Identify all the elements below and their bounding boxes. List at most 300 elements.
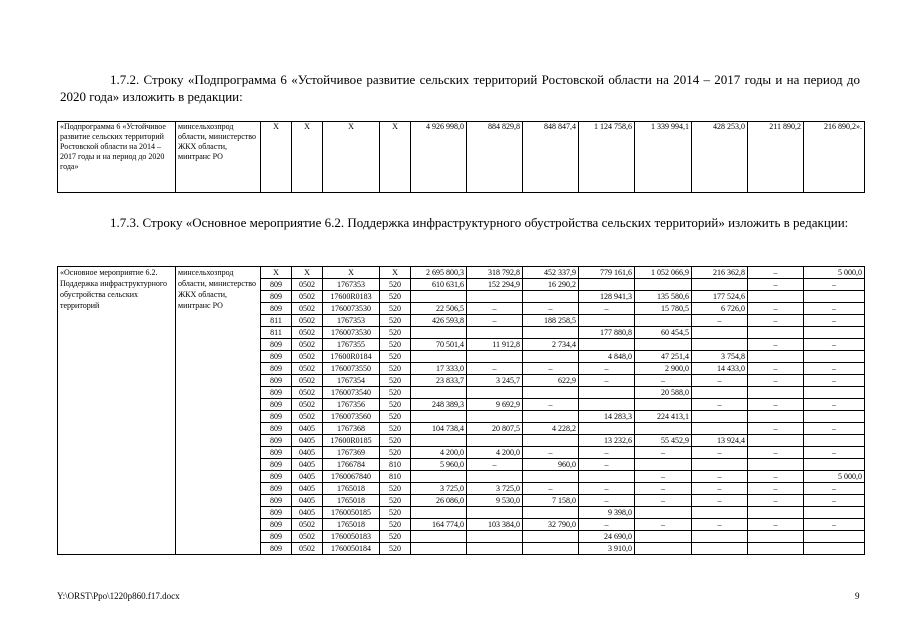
- table-cell: 809: [261, 519, 292, 531]
- table-cell: [579, 315, 635, 327]
- table-cell: 520: [380, 387, 411, 399]
- table-cell: 17600R0185: [323, 435, 380, 447]
- table-cell: [467, 507, 523, 519]
- table-cell: 216 890,2».: [804, 122, 865, 193]
- table-cell: –: [523, 303, 579, 315]
- table-cell: 20 807,5: [467, 423, 523, 435]
- table-cell: 0405: [292, 483, 323, 495]
- table-cell: [804, 387, 865, 399]
- table-cell: 152 294,9: [467, 279, 523, 291]
- table-cell: –: [804, 447, 865, 459]
- table-cell: 164 774,0: [411, 519, 467, 531]
- table-cell: 809: [261, 447, 292, 459]
- table-cell: [692, 387, 748, 399]
- table-cell: 428 253,0: [692, 122, 748, 193]
- table-cell: 520: [380, 351, 411, 363]
- table-cell: [411, 471, 467, 483]
- table-cell: 520: [380, 543, 411, 555]
- table-cell: –: [748, 267, 804, 279]
- table-cell: 1 339 994,1: [635, 122, 692, 193]
- table-cell: 0502: [292, 291, 323, 303]
- table-cell: 520: [380, 423, 411, 435]
- table-cell: Х: [323, 267, 380, 279]
- table-cell: Х: [292, 267, 323, 279]
- table-cell: 2 695 800,3: [411, 267, 467, 279]
- table-cell: [523, 291, 579, 303]
- table-cell: 318 792,8: [467, 267, 523, 279]
- table-cell: 520: [380, 375, 411, 387]
- table-cell: [804, 531, 865, 543]
- table-cell: 1760073550: [323, 363, 380, 375]
- table-cell: [411, 543, 467, 555]
- table-cell: –: [692, 447, 748, 459]
- table-cell: –: [579, 495, 635, 507]
- table-cell: [467, 291, 523, 303]
- table-cell: [748, 291, 804, 303]
- table-cell: 0502: [292, 339, 323, 351]
- table-cell: [411, 411, 467, 423]
- table-cell: 5 960,0: [411, 459, 467, 471]
- table-cell: –: [748, 483, 804, 495]
- table-cell: 809: [261, 423, 292, 435]
- table-cell: 809: [261, 279, 292, 291]
- table-cell: 177 524,6: [692, 291, 748, 303]
- table-cell: –: [748, 447, 804, 459]
- table-cell: 9 398,0: [579, 507, 635, 519]
- table-cell: 809: [261, 531, 292, 543]
- table-cell: [579, 339, 635, 351]
- table-cell: 452 337,9: [523, 267, 579, 279]
- table-cell: –: [523, 399, 579, 411]
- table-cell: [804, 543, 865, 555]
- table-cell: [467, 531, 523, 543]
- table-cell: 0502: [292, 279, 323, 291]
- table-cell: 809: [261, 543, 292, 555]
- table-cell: 248 389,3: [411, 399, 467, 411]
- table-cell: –: [804, 495, 865, 507]
- table-cell: [635, 543, 692, 555]
- table-cell: –: [579, 519, 635, 531]
- table-cell: [804, 507, 865, 519]
- table-cell: 884 829,8: [467, 122, 523, 193]
- table-cell: –: [804, 399, 865, 411]
- table-cell: –: [467, 315, 523, 327]
- table-cell: [692, 339, 748, 351]
- table-cell: 3 754,8: [692, 351, 748, 363]
- table-cell: [804, 435, 865, 447]
- table-cell: 520: [380, 327, 411, 339]
- table-cell: –: [748, 303, 804, 315]
- table-cell: [635, 315, 692, 327]
- table-cell: –: [804, 519, 865, 531]
- table-cell: –: [579, 483, 635, 495]
- table-cell: 3 725,0: [467, 483, 523, 495]
- table-cell: 177 880,8: [579, 327, 635, 339]
- table-cell: [523, 435, 579, 447]
- table-cell: 1760073560: [323, 411, 380, 423]
- table-cell: [467, 327, 523, 339]
- table-cell: 848 847,4: [523, 122, 579, 193]
- table-cell: –: [692, 471, 748, 483]
- table-cell: –: [579, 447, 635, 459]
- table-cell: [467, 435, 523, 447]
- table-cell: 1767369: [323, 447, 380, 459]
- table-cell: Х: [380, 122, 411, 193]
- table-cell: [748, 411, 804, 423]
- table-cell: [523, 531, 579, 543]
- table-cell: [804, 327, 865, 339]
- table-cell: 0405: [292, 447, 323, 459]
- table-cell: [692, 279, 748, 291]
- table-cell: –: [748, 339, 804, 351]
- table-cell: 1767355: [323, 339, 380, 351]
- table-cell: [467, 411, 523, 423]
- table-cell: [523, 471, 579, 483]
- table-cell: –: [692, 375, 748, 387]
- table-cell: [748, 327, 804, 339]
- table-cell: 0502: [292, 315, 323, 327]
- table-cell: 32 790,0: [523, 519, 579, 531]
- table-cell: Х: [261, 122, 292, 193]
- table-cell: 1765018: [323, 519, 380, 531]
- table-cell: –: [804, 279, 865, 291]
- table-cell: 4 228,2: [523, 423, 579, 435]
- table-cell: –: [748, 375, 804, 387]
- table-cell: 23 833,7: [411, 375, 467, 387]
- table-cell: 14 283,3: [579, 411, 635, 423]
- table-cell: [748, 459, 804, 471]
- table-cell: 809: [261, 495, 292, 507]
- table-cell: [523, 507, 579, 519]
- table-cell: [523, 543, 579, 555]
- table-cell: –: [692, 519, 748, 531]
- table-cell: 622,9: [523, 375, 579, 387]
- table-cell: [635, 531, 692, 543]
- table-row: [58, 267, 865, 279]
- table-cell: 809: [261, 375, 292, 387]
- table-cell: –: [635, 447, 692, 459]
- table-cell: –: [579, 363, 635, 375]
- table-cell: [523, 387, 579, 399]
- table-cell: 520: [380, 531, 411, 543]
- table-cell: 1760073540: [323, 387, 380, 399]
- table-cell: 809: [261, 459, 292, 471]
- table-cell: Х: [292, 122, 323, 193]
- table-cell: 1767368: [323, 423, 380, 435]
- table-cell: 26 086,0: [411, 495, 467, 507]
- table-cell: 0502: [292, 519, 323, 531]
- table-cell: –: [579, 303, 635, 315]
- table-cell: 22 506,5: [411, 303, 467, 315]
- table-cell: [748, 543, 804, 555]
- table-cell: 0405: [292, 507, 323, 519]
- page-number: 9: [855, 591, 860, 601]
- table-cell: 11 912,8: [467, 339, 523, 351]
- table-cell: [804, 291, 865, 303]
- table-cell: 1760050184: [323, 543, 380, 555]
- table-cell: [411, 351, 467, 363]
- table-cell: 13 924,4: [692, 435, 748, 447]
- table-cell: [804, 351, 865, 363]
- table-cell: 7 158,0: [523, 495, 579, 507]
- table-cell: [411, 387, 467, 399]
- table-cell: –: [579, 375, 635, 387]
- table-cell: –: [748, 363, 804, 375]
- table-cell: [748, 507, 804, 519]
- table-cell: 1767353: [323, 315, 380, 327]
- table-cell: 224 413,1: [635, 411, 692, 423]
- table-cell: 1767353: [323, 279, 380, 291]
- table-cell: 809: [261, 507, 292, 519]
- table-cell: 809: [261, 339, 292, 351]
- table-cell: –: [467, 303, 523, 315]
- table-cell: –: [748, 495, 804, 507]
- table-cell: [804, 459, 865, 471]
- table-cell: 520: [380, 291, 411, 303]
- program-name-cell: «Подпрограмма 6 «Устойчивое развитие сельских территорий Ростовской области на 2014 – 2017 годы и на период до 2020 года»: [58, 122, 176, 193]
- table-cell: 9 692,9: [467, 399, 523, 411]
- table-cell: –: [579, 459, 635, 471]
- table-cell: 16 290,2: [523, 279, 579, 291]
- table-cell: 4 926 998,0: [411, 122, 467, 193]
- measure-6-2-table: [57, 266, 865, 555]
- table-cell: 128 941,3: [579, 291, 635, 303]
- table-cell: –: [748, 519, 804, 531]
- table-cell: 20 588,0: [635, 387, 692, 399]
- table-cell: –: [523, 447, 579, 459]
- table-cell: 520: [380, 399, 411, 411]
- table-cell: 1760073530: [323, 327, 380, 339]
- table-cell: 520: [380, 315, 411, 327]
- table-cell: 520: [380, 435, 411, 447]
- table-cell: –: [748, 423, 804, 435]
- table-cell: –: [748, 399, 804, 411]
- table-cell: –: [748, 471, 804, 483]
- table-cell: –: [635, 519, 692, 531]
- table-cell: [635, 459, 692, 471]
- table-cell: 811: [261, 327, 292, 339]
- table-cell: 779 161,6: [579, 267, 635, 279]
- table-cell: 104 738,4: [411, 423, 467, 435]
- table-cell: [692, 411, 748, 423]
- table-row: [58, 122, 865, 193]
- paragraph-1-7-2: 1.7.2. Строку «Подпрограмма 6 «Устойчивое развитие сельских территорий Ростовской области на 2014 – 2017 годы и на период до 2020 года» изложить в редакции:: [60, 72, 860, 104]
- table-cell: 809: [261, 411, 292, 423]
- table-cell: 520: [380, 303, 411, 315]
- table-cell: [467, 471, 523, 483]
- table-cell: –: [467, 459, 523, 471]
- table-cell: 809: [261, 291, 292, 303]
- table-cell: 811: [261, 315, 292, 327]
- table-cell: 0405: [292, 435, 323, 447]
- table-cell: 960,0: [523, 459, 579, 471]
- table-cell: 0405: [292, 459, 323, 471]
- table-cell: [748, 531, 804, 543]
- table-cell: –: [804, 375, 865, 387]
- table-cell: [635, 279, 692, 291]
- table-cell: [692, 459, 748, 471]
- paragraph-1-7-3: 1.7.3. Строку «Основное мероприятие 6.2. Поддержка инфраструктурного обустройства сельских территорий» изложить в редакции:: [110, 215, 849, 230]
- table-cell: 0502: [292, 399, 323, 411]
- table-cell: [635, 399, 692, 411]
- table-cell: 2 900,0: [635, 363, 692, 375]
- table-cell: 520: [380, 279, 411, 291]
- table-cell: 3 725,0: [411, 483, 467, 495]
- table-cell: 0502: [292, 327, 323, 339]
- table-cell: [635, 339, 692, 351]
- table-cell: 809: [261, 471, 292, 483]
- table-cell: 17 333,0: [411, 363, 467, 375]
- table-cell: [411, 507, 467, 519]
- table-cell: 1760050185: [323, 507, 380, 519]
- table-cell: [411, 291, 467, 303]
- table-cell: [748, 387, 804, 399]
- table-cell: –: [467, 363, 523, 375]
- table-cell: 1 124 758,6: [579, 122, 635, 193]
- table-cell: 520: [380, 339, 411, 351]
- table-cell: 810: [380, 459, 411, 471]
- table-cell: 1765018: [323, 495, 380, 507]
- table-cell: –: [635, 495, 692, 507]
- table-cell: 17600R0184: [323, 351, 380, 363]
- table-cell: 135 580,6: [635, 291, 692, 303]
- table-cell: 70 501,4: [411, 339, 467, 351]
- table-cell: –: [523, 483, 579, 495]
- table-cell: 3 910,0: [579, 543, 635, 555]
- table-cell: [579, 279, 635, 291]
- table-cell: 1766784: [323, 459, 380, 471]
- table-cell: 0502: [292, 543, 323, 555]
- table-cell: 1767356: [323, 399, 380, 411]
- table-cell: 0502: [292, 303, 323, 315]
- table-cell: –: [804, 303, 865, 315]
- table-cell: 809: [261, 351, 292, 363]
- table-cell: 15 780,5: [635, 303, 692, 315]
- table-cell: 520: [380, 411, 411, 423]
- table-cell: 216 362,8: [692, 267, 748, 279]
- table-cell: 9 530,0: [467, 495, 523, 507]
- table-cell: 810: [380, 471, 411, 483]
- table-cell: [411, 327, 467, 339]
- table-cell: [579, 399, 635, 411]
- table-cell: Х: [380, 267, 411, 279]
- table-cell: 809: [261, 435, 292, 447]
- table-cell: [523, 351, 579, 363]
- table-cell: 55 452,9: [635, 435, 692, 447]
- table-cell: 211 890,2: [748, 122, 804, 193]
- table-cell: 47 251,4: [635, 351, 692, 363]
- table-cell: [411, 435, 467, 447]
- table-cell: 1 052 066,9: [635, 267, 692, 279]
- table-cell: 809: [261, 303, 292, 315]
- table-cell: 13 232,6: [579, 435, 635, 447]
- table-cell: 24 690,0: [579, 531, 635, 543]
- table-cell: 0502: [292, 411, 323, 423]
- table-cell: 1767354: [323, 375, 380, 387]
- table-cell: 14 433,0: [692, 363, 748, 375]
- table-cell: –: [523, 363, 579, 375]
- table-cell: 809: [261, 363, 292, 375]
- table-cell: 0405: [292, 495, 323, 507]
- table-cell: 520: [380, 363, 411, 375]
- table-cell: –: [692, 483, 748, 495]
- table-cell: 610 631,6: [411, 279, 467, 291]
- table-cell: 1760073530: [323, 303, 380, 315]
- table-cell: –: [804, 423, 865, 435]
- table-cell: 60 454,5: [635, 327, 692, 339]
- table-cell: [692, 423, 748, 435]
- table-cell: 2 734,4: [523, 339, 579, 351]
- table-cell: [692, 543, 748, 555]
- table-cell: 1760067840: [323, 471, 380, 483]
- table-cell: 0502: [292, 351, 323, 363]
- table-cell: 1765018: [323, 483, 380, 495]
- table-cell: 0502: [292, 375, 323, 387]
- table-cell: 4 848,0: [579, 351, 635, 363]
- table-cell: [523, 327, 579, 339]
- table-cell: 520: [380, 447, 411, 459]
- table-cell: 3 245,7: [467, 375, 523, 387]
- table-cell: 1760050183: [323, 531, 380, 543]
- table-cell: 426 593,8: [411, 315, 467, 327]
- file-path-footer: Y:\ORST\Ppo\1220p860.f17.docx: [57, 591, 180, 601]
- table-cell: [635, 507, 692, 519]
- table-cell: 0405: [292, 423, 323, 435]
- table-cell: 4 200,0: [411, 447, 467, 459]
- table-cell: –: [804, 483, 865, 495]
- table-cell: –: [804, 339, 865, 351]
- table-cell: –: [692, 495, 748, 507]
- table-cell: [635, 423, 692, 435]
- table-cell: 6 726,0: [692, 303, 748, 315]
- table-cell: [411, 531, 467, 543]
- table-cell: [692, 507, 748, 519]
- subprogram-6-table: [57, 121, 865, 193]
- table-cell: 103 384,0: [467, 519, 523, 531]
- table-cell: Х: [261, 267, 292, 279]
- table-cell: 5 000,0: [804, 471, 865, 483]
- table-cell: 809: [261, 399, 292, 411]
- measure-name-cell: «Основное мероприятие 6.2. Поддержка инфраструктурного обустройства сельских территорий: [58, 267, 176, 555]
- table-cell: 809: [261, 483, 292, 495]
- table-cell: 5 000,0: [804, 267, 865, 279]
- table-cell: –: [748, 279, 804, 291]
- table-cell: –: [692, 399, 748, 411]
- table-cell: 0502: [292, 531, 323, 543]
- table-cell: [579, 423, 635, 435]
- table-cell: 0502: [292, 387, 323, 399]
- table-cell: –: [804, 363, 865, 375]
- table-cell: [692, 327, 748, 339]
- table-cell: Х: [323, 122, 380, 193]
- table-cell: 0502: [292, 363, 323, 375]
- table-cell: 0405: [292, 471, 323, 483]
- table-cell: [748, 435, 804, 447]
- table-cell: –: [804, 315, 865, 327]
- table-cell: 520: [380, 495, 411, 507]
- table-cell: –: [635, 483, 692, 495]
- table-cell: 188 258,5: [523, 315, 579, 327]
- table-cell: –: [635, 375, 692, 387]
- table-cell: 520: [380, 507, 411, 519]
- table-cell: [579, 387, 635, 399]
- table-cell: –: [748, 315, 804, 327]
- executor-cell: минсельхозпрод области, министерство ЖКХ области, минтранс РО: [176, 122, 261, 193]
- table-cell: 17600R0183: [323, 291, 380, 303]
- table-cell: [467, 543, 523, 555]
- table-cell: [467, 351, 523, 363]
- table-cell: [804, 411, 865, 423]
